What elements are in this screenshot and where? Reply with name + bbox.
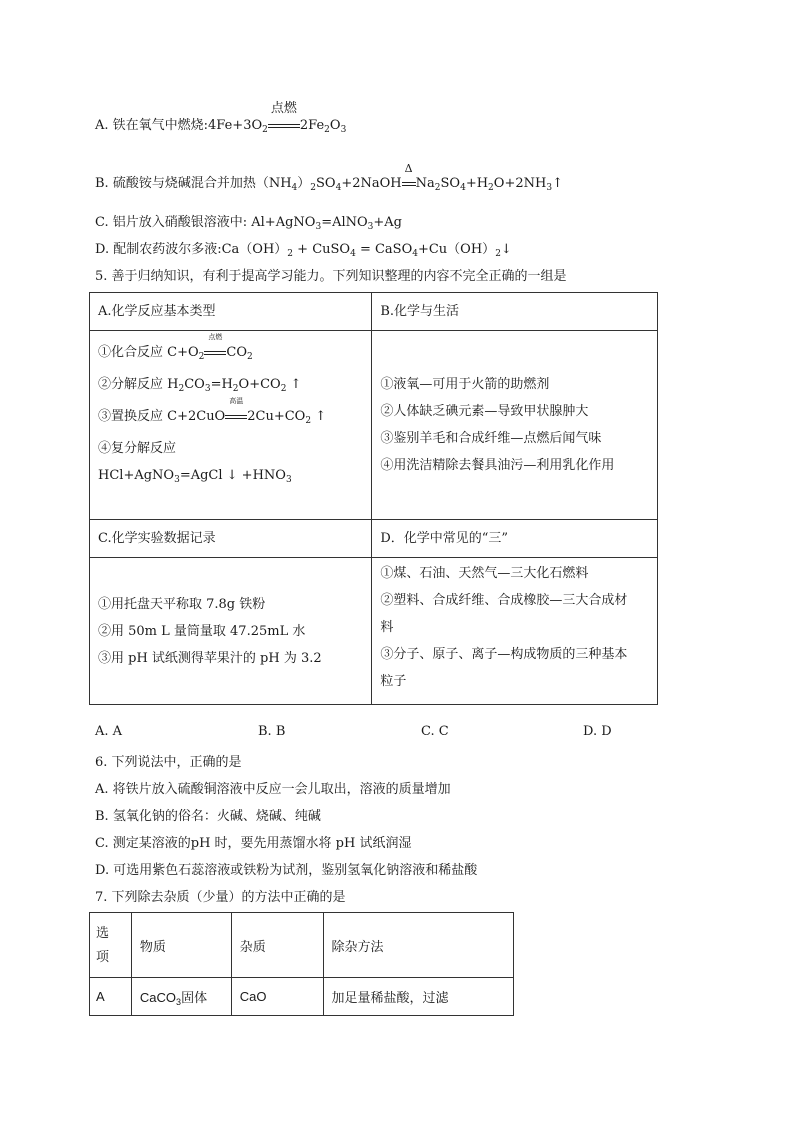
q5-option-d[interactable]: D. D (583, 724, 612, 739)
q6-option-c[interactable]: C. 测定某溶液的pH 时，要先用蒸馏水将 pH 试纸润湿 (95, 836, 412, 851)
q5-knowledge-table (89, 292, 658, 705)
list-item: ④用洗洁精除去餐具油污—利用乳化作用 (380, 458, 615, 473)
table-cell: CaO (231, 978, 323, 1016)
list-item: ①煤、石油、天然气—三大化石燃料 (380, 566, 589, 581)
q6-option-a[interactable]: A. 将铁片放入硫酸铜溶液中反应一会儿取出，溶液的质量增加 (95, 782, 451, 797)
list-item: 粒子 (380, 674, 407, 689)
list-item: ①用托盘天平称取 7.8g 铁粉 (98, 596, 266, 612)
table-cell: A (90, 978, 132, 1016)
q7-table (89, 912, 514, 1016)
table-cell-d (372, 558, 658, 705)
q5-stem: 5. 善于归纳知识，有利于提高学习能力。下列知识整理的内容不完全正确的一组是 (95, 269, 567, 284)
list-item: ②分解反应 $H_2CO_3=H_2O+CO_2$ ↑ (98, 377, 302, 394)
list-item: ③分子、原子、离子—构成物质的三种基本 (380, 647, 628, 662)
list-item: ③鉴别羊毛和合成纤维—点燃后闻气味 (380, 431, 602, 446)
reaction-condition: 高温 (229, 397, 244, 405)
table-header-option: 选 项 (90, 913, 132, 978)
q4-option-b: B. 硫酸铵与烧碱混合并加热$(NH_4)_2SO_4+2NaOH$ Δ $Na_2SO_4+H_2O+2NH_3↑$ (95, 162, 563, 193)
table-header-impurity: 杂质 (231, 913, 323, 978)
table-cell-b (372, 331, 658, 520)
q7-stem: 7. 下列除去杂质（少量）的方法中正确的是 (95, 890, 346, 905)
list-item: ②塑料、合成纤维、合成橡胶—三大合成材 (380, 593, 628, 608)
q6-option-d[interactable]: D. 可选用紫色石蕊溶液或铁粉为试剂，鉴别氢氧化钠溶液和稀盐酸 (95, 863, 478, 878)
table-cell: 加足量稀盐酸，过滤 (323, 978, 513, 1016)
q5-option-c[interactable]: C. C (421, 724, 449, 739)
table-row (90, 978, 514, 1016)
table-header-d: D．化学中常见的“三” (372, 520, 658, 558)
reaction-condition: 点燃 (208, 333, 223, 341)
list-item: ②用 50m L 量筒量取 47.25mL 水 (98, 623, 306, 639)
table-cell: CaCO$_3$固体 (131, 978, 231, 1016)
list-item: ②人体缺乏碘元素—导致甲状腺肿大 (380, 404, 589, 419)
table-cell-c (90, 558, 372, 705)
list-item: ③置换反应 C+2CuO 高温 $2Cu+CO_2$ ↑ (98, 397, 327, 426)
list-item: ①化合反应 $C+O_2$ 点燃 $CO_2$ (98, 333, 253, 362)
q4-option-d: D. 配制农药波尔多液$:Ca(OH)_2$ + CuSO$_4$ = $CaSO_4+Cu(OH)_2↓$ (95, 242, 512, 259)
q6-option-b[interactable]: B. 氢氧化钠的俗名：火碱、烧碱、纯碱 (95, 809, 321, 824)
table-header-c: C.化学实验数据记录 (90, 520, 372, 558)
q6-stem: 6. 下列说法中，正确的是 (95, 755, 242, 770)
list-item: ③用 pH 试纸测得苹果汁的 pH 为 3.2 (98, 650, 322, 666)
q4-option-c: C. 铝片放入硝酸银溶液中: Al+AgNO$_3$=AlNO$_3$+Ag (95, 215, 403, 232)
q4-option-a: A. 铁在氧气中燃烧$:4Fe+3O_2$ 点燃 $2Fe_2O_3$ (95, 101, 347, 135)
list-item: HCl+AgNO$_3$=AgCl ↓ $+HNO_3$ (98, 468, 292, 485)
reaction-condition: Δ (404, 162, 413, 175)
reaction-condition: 点燃 (270, 101, 297, 116)
q5-option-b[interactable]: B. B (258, 724, 286, 739)
list-item: 料 (380, 620, 394, 635)
table-header-a: A.化学反应基本类型 (90, 293, 372, 331)
table-header-method: 除杂方法 (323, 913, 513, 978)
q5-option-a[interactable]: A. A (95, 724, 123, 739)
table-header-b: B.化学与生活 (372, 293, 658, 331)
list-item: ①液氧—可用于火箭的助燃剂 (380, 377, 550, 392)
table-cell-a (90, 331, 372, 520)
table-header-substance: 物质 (131, 913, 231, 978)
list-item: ④复分解反应 (98, 441, 177, 456)
